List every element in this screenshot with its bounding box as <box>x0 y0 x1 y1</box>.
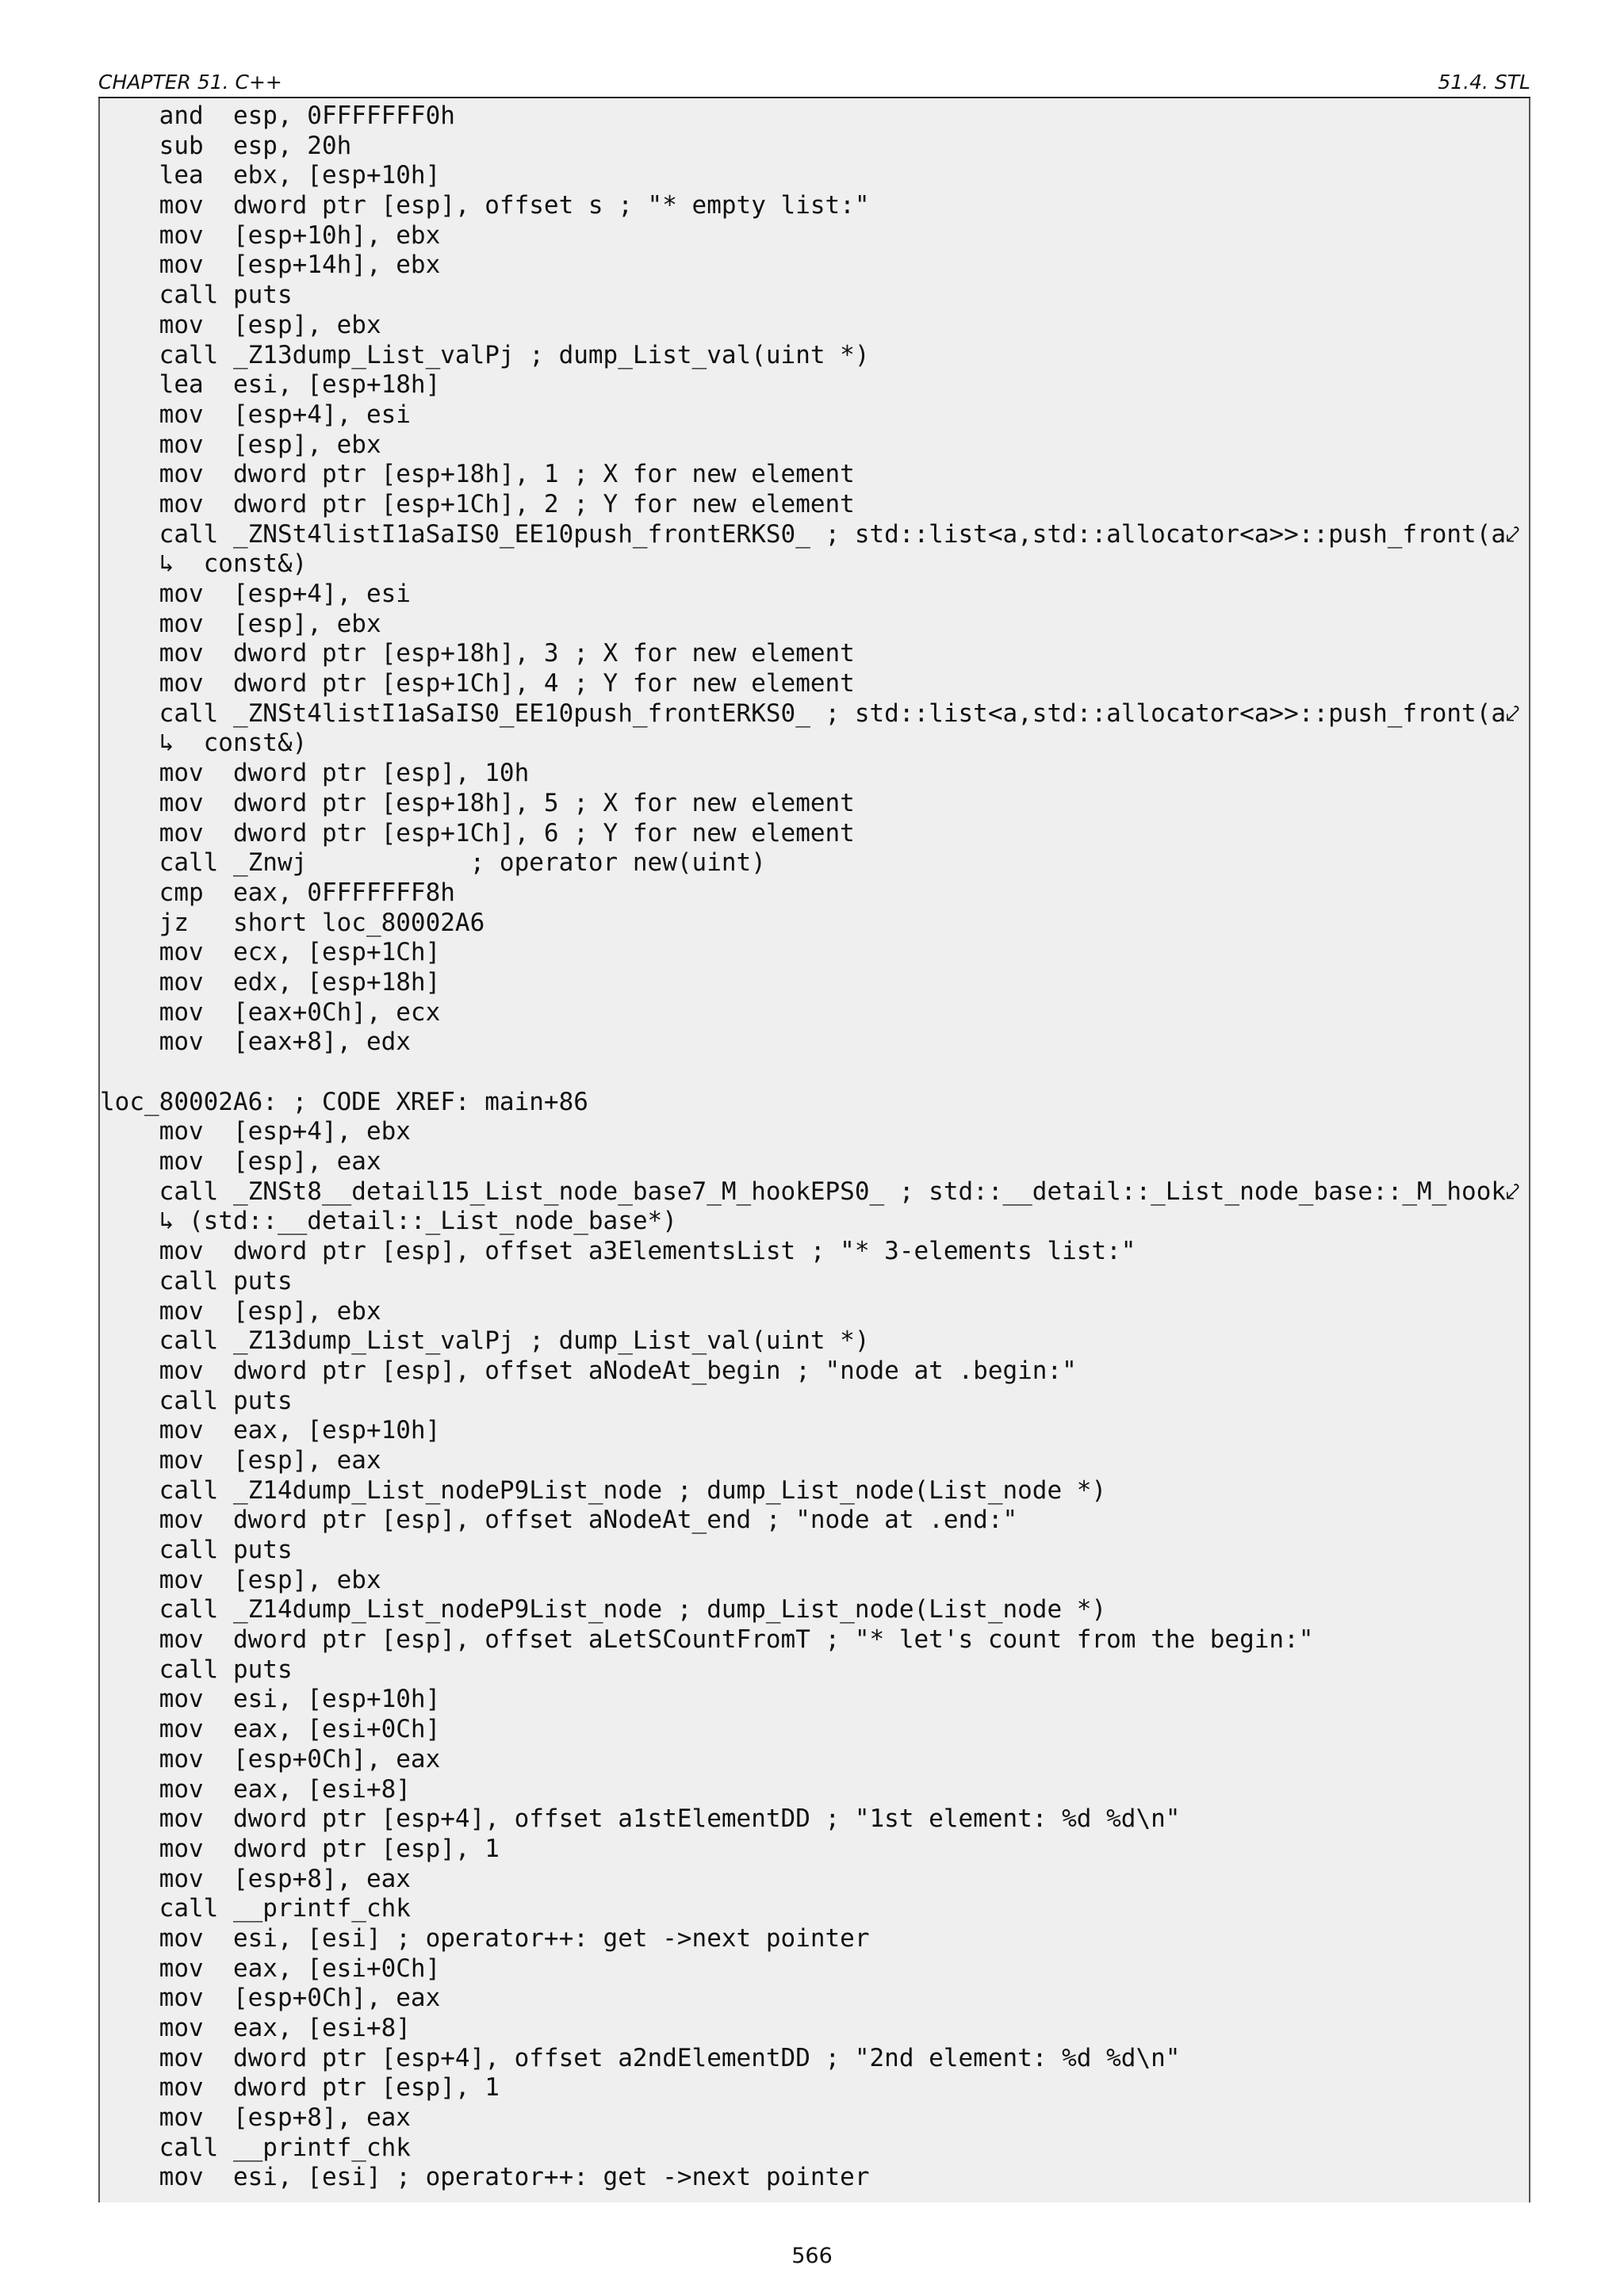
code-line: mov [esp+0Ch], eax <box>100 1744 441 1774</box>
section-title: 51.4. STL <box>1438 71 1530 94</box>
code-line: mov [esp+14h], ebx <box>100 251 441 280</box>
code-line: mov dword ptr [esp+18h], 3 ; X for new element <box>100 639 855 668</box>
code-line: mov dword ptr [esp+1Ch], 6 ; Y for new element <box>100 818 855 848</box>
code-line: ↳ (std::__detail::_List_node_base*) <box>100 1207 677 1236</box>
code-line: mov [esp], ebx <box>100 310 381 339</box>
code-line: lea ebx, [esp+10h] <box>100 161 441 190</box>
code-line: mov [esp], ebx <box>100 1565 381 1594</box>
chapter-title: CHAPTER 51. C++ <box>98 71 282 94</box>
code-line: mov dword ptr [esp], offset aNodeAt_begin ; "node at .begin:" <box>100 1356 1077 1385</box>
code-line: mov esi, [esi] ; operator++: get ->next pointer <box>100 1923 870 1953</box>
code-line <box>100 1058 1520 1088</box>
code-line: mov dword ptr [esp], 1 <box>100 1834 500 1863</box>
code-line: mov dword ptr [esp+4], offset a2ndElementDD ; "2nd element: %d %d\n" <box>100 2043 1181 2072</box>
code-line: call __printf_chk <box>100 2133 411 2162</box>
code-line: ↳ const&) <box>100 729 308 758</box>
code-line: mov dword ptr [esp+18h], 5 ; X for new element <box>100 788 855 817</box>
code-line: mov dword ptr [esp], offset aLetSCountFromT ; "* let's count from the begin:" <box>100 1625 1314 1655</box>
code-line: mov [esp+8], eax <box>100 2103 411 2133</box>
code-line: jz short loc_80002A6 <box>100 908 485 937</box>
code-listing <box>98 98 1530 2202</box>
code-line: mov dword ptr [esp], 1 <box>100 2073 500 2103</box>
code-line: call _Z14dump_List_nodeP9List_node ; dump_List_node(List_node *) <box>100 1595 1107 1624</box>
code-line: mov eax, [esi+8] <box>100 1774 411 1804</box>
code-line: mov eax, [esi+8] <box>100 2014 411 2042</box>
code-line: mov eax, [esi+0Ch] <box>100 1954 441 1983</box>
code-line: call puts <box>100 1655 293 1684</box>
code-line: mov dword ptr [esp+1Ch], 4 ; Y for new element <box>100 669 855 698</box>
code-line: call puts <box>100 1536 293 1564</box>
code-line: and esp, 0FFFFFFF0h <box>100 101 455 130</box>
code-line: call _ZNSt8__detail15_List_node_base7_M_hookEPS0_ ; std::__detail::_List_node_base::_M_hook⤦ <box>100 1177 1520 1206</box>
code-line: loc_80002A6: ; CODE XREF: main+86 <box>100 1087 588 1116</box>
code-line: call _Z13dump_List_valPj ; dump_List_val(uint *) <box>100 1326 870 1356</box>
code-line: mov eax, [esp+10h] <box>100 1416 441 1445</box>
code-line: mov dword ptr [esp], 10h <box>100 759 530 788</box>
code-line: mov edx, [esp+18h] <box>100 967 441 997</box>
code-line: mov dword ptr [esp], offset a3ElementsList ; "* 3-elements list:" <box>100 1237 1136 1266</box>
code-line: mov [eax+0Ch], ecx <box>100 997 441 1027</box>
code-line: mov [esp], ebx <box>100 609 381 638</box>
code-line: mov dword ptr [esp+18h], 1 ; X for new element <box>100 460 855 489</box>
code-line: mov [eax+8], edx <box>100 1027 411 1057</box>
code-line: mov [esp+4], esi <box>100 580 411 608</box>
code-line: call puts <box>100 1386 293 1415</box>
code-block <box>100 101 1520 2193</box>
code-line: lea esi, [esp+18h] <box>100 370 441 400</box>
code-line: mov esi, [esi] ; operator++: get ->next pointer <box>100 2163 870 2192</box>
code-line: mov dword ptr [esp+1Ch], 2 ; Y for new element <box>100 489 855 519</box>
code-line: call _Znwj ; operator new(uint) <box>100 848 766 878</box>
code-line: mov [esp+0Ch], eax <box>100 1984 441 2013</box>
code-line: sub esp, 20h <box>100 131 352 160</box>
code-line: call _ZNSt4listI1aSaIS0_EE10push_frontERKS0_ ; std::list<a,std::allocator<a>>::push_front(a⤦ <box>100 698 1520 728</box>
code-line: call puts <box>100 1266 293 1295</box>
code-line: mov [esp], eax <box>100 1147 381 1177</box>
code-line: mov [esp+4], esi <box>100 400 411 429</box>
code-line: mov [esp+10h], ebx <box>100 220 441 250</box>
code-line: mov [esp+4], ebx <box>100 1117 411 1146</box>
page-number: 566 <box>791 2244 833 2268</box>
code-line: call _ZNSt4listI1aSaIS0_EE10push_frontERKS0_ ; std::list<a,std::allocator<a>>::push_front(a⤦ <box>100 519 1520 549</box>
code-line: mov [esp+8], eax <box>100 1864 411 1893</box>
code-line: mov ecx, [esp+1Ch] <box>100 938 441 967</box>
code-line: call puts <box>100 281 293 310</box>
code-line: mov esi, [esp+10h] <box>100 1685 441 1714</box>
code-line: mov eax, [esi+0Ch] <box>100 1715 441 1744</box>
code-line: mov dword ptr [esp], offset aNodeAt_end ; "node at .end:" <box>100 1506 1018 1535</box>
code-line: call _Z13dump_List_valPj ; dump_List_val(uint *) <box>100 340 870 369</box>
code-line: mov [esp], ebx <box>100 430 381 459</box>
code-line: mov dword ptr [esp+4], offset a1stElementDD ; "1st element: %d %d\n" <box>100 1804 1181 1834</box>
code-line: mov [esp], eax <box>100 1445 381 1475</box>
code-line: mov dword ptr [esp], offset s ; "* empty list:" <box>100 191 870 220</box>
code-line: cmp eax, 0FFFFFFF8h <box>100 878 455 907</box>
page-header <box>98 68 1530 98</box>
code-line: mov [esp], ebx <box>100 1296 381 1326</box>
code-line: call __printf_chk <box>100 1894 411 1923</box>
code-line: call _Z14dump_List_nodeP9List_node ; dump_List_node(List_node *) <box>100 1475 1107 1505</box>
code-line: ↳ const&) <box>100 549 308 579</box>
